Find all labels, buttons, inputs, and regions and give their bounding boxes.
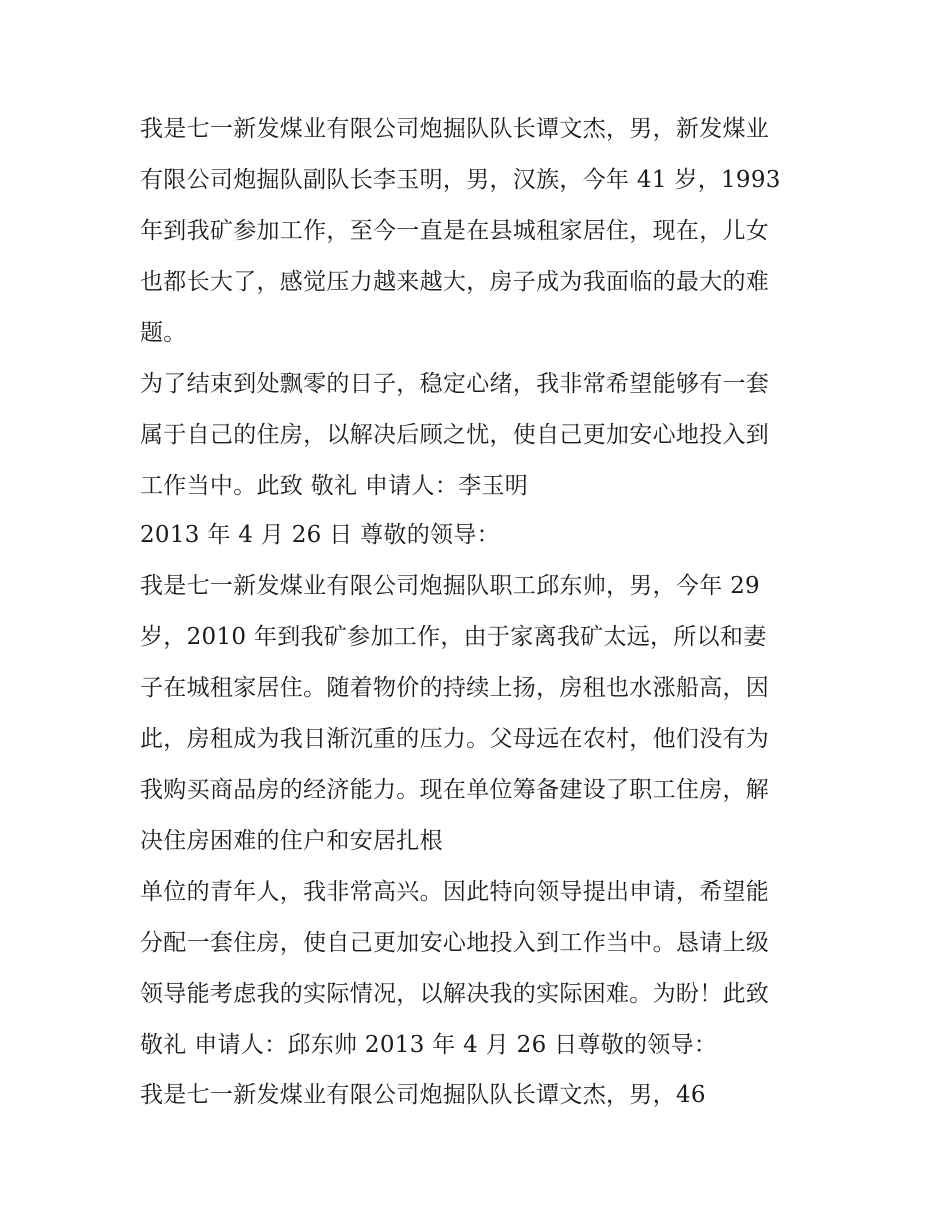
- text-line-9: 2013 年 4 月 26 日 尊敬的领导：: [140, 522, 500, 548]
- text-line-11: 岁，2010 年到我矿参加工作，由于家离我矿太远，所以和妻: [140, 624, 767, 650]
- text-line-16: 单位的青年人，我非常高兴。因此特向领导提出申请，希望能: [140, 879, 770, 905]
- text-line-8: 工作当中。此致 敬礼 申请人：李玉明: [140, 473, 529, 499]
- text-line-13: 此，房租成为我日渐沉重的压力。父母远在农村，他们没有为: [140, 726, 770, 752]
- text-line-2: 有限公司炮掘队副队长李玉明，男，汉族，今年 41 岁，1993: [140, 167, 781, 193]
- text-line-15: 决住房困难的住户和安居扎根: [140, 828, 443, 854]
- text-line-18: 领导能考虑我的实际情况，以解决我的实际困难。为盼！此致: [140, 981, 770, 1007]
- text-line-10: 我是七一新发煤业有限公司炮掘队职工邱东帅，男，今年 29: [140, 573, 760, 599]
- text-line-14: 我购买商品房的经济能力。现在单位筹备建设了职工住房，解: [140, 777, 770, 803]
- text-line-5: 题。: [140, 320, 187, 346]
- text-line-12: 子在城租家居住。随着物价的持续上扬，房租也水涨船高，因: [140, 675, 770, 701]
- text-line-4: 也都长大了，感觉压力越来越大，房子成为我面临的最大的难: [140, 269, 770, 295]
- text-line-19: 敬礼 申请人：邱东帅 2013 年 4 月 26 日尊敬的领导：: [140, 1032, 718, 1058]
- text-line-7: 属于自己的住房，以解决后顾之忧，使自己更加安心地投入到: [140, 422, 770, 448]
- text-line-6: 为了结束到处飘零的日子，稳定心绪，我非常希望能够有一套: [140, 371, 770, 397]
- text-line-3: 年到我矿参加工作，至今一直是在县城租家居住，现在，儿女: [140, 218, 770, 244]
- text-line-1: 我是七一新发煤业有限公司炮掘队队长谭文杰，男，新发煤业: [140, 116, 770, 142]
- text-line-17: 分配一套住房，使自己更加安心地投入到工作当中。恳请上级: [140, 930, 770, 956]
- text-line-20: 我是七一新发煤业有限公司炮掘队队长谭文杰，男，46: [140, 1082, 706, 1108]
